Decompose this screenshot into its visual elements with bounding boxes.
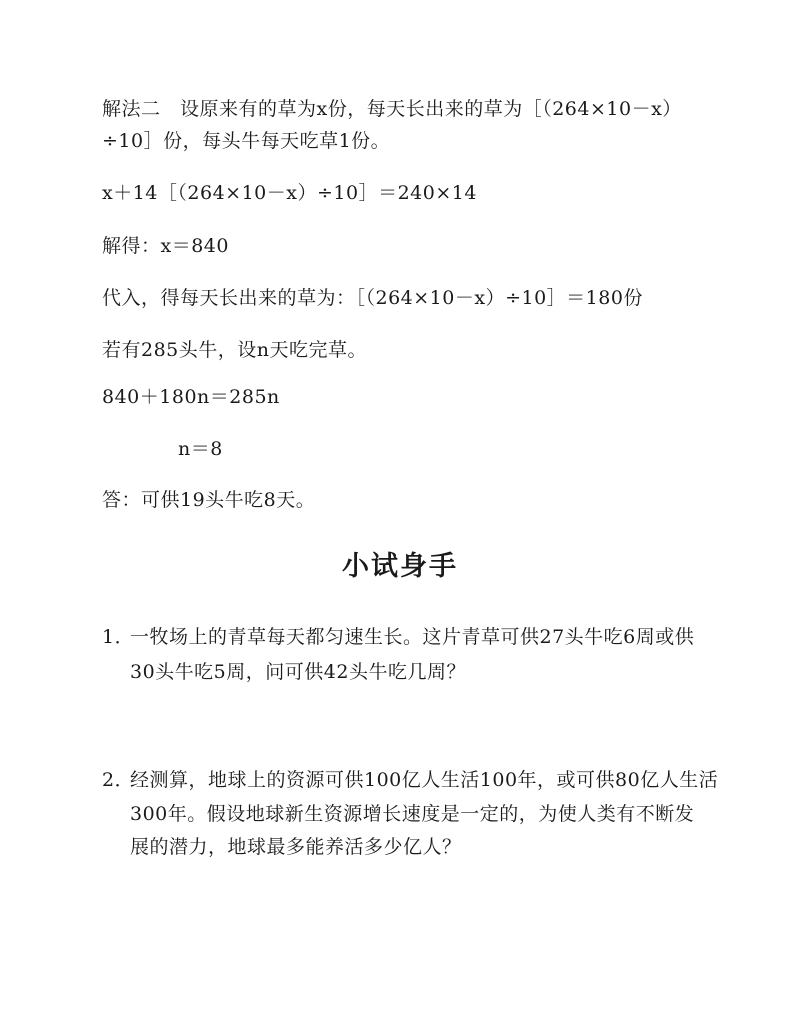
equation-2: 840＋180n＝285n	[102, 386, 280, 408]
equation-1: x＋14［（264×10－x）÷10］＝240×14	[102, 182, 477, 204]
substitute-line: 代入，得每天长出来的草为：［（264×10－x）÷10］＝180份	[102, 287, 643, 309]
problem-2-number: 2．	[102, 769, 135, 791]
problem-2-line-3: 展的潜力，地球最多能养活多少亿人？	[130, 836, 462, 858]
problem-1-line-2: 30头牛吃5周，问可供42头牛吃几周？	[130, 661, 466, 683]
problem-2-line-1	[102, 767, 718, 793]
solution-line-2: ÷10］份，每头牛每天吃草1份。	[102, 130, 391, 152]
problem-1-text-1: 一牧场上的青草每天都匀速生长。这片青草可供27头牛吃6周或供	[130, 626, 695, 648]
problem-2-line-2: 300年。假设地球新生资源增长速度是一定的，为使人类有不断发	[130, 803, 695, 825]
solve-line: 解得：x＝840	[102, 235, 229, 257]
answer-line: 答：可供19头牛吃8天。	[102, 489, 316, 511]
section-title: 小试身手	[342, 551, 458, 582]
problem-2-text-1: 经测算，地球上的资源可供100亿人生活100年，或可供80亿人生活	[130, 769, 719, 791]
problem-1-line-1	[102, 624, 694, 650]
problem-1-number: 1．	[102, 626, 135, 648]
result-line: n＝8	[178, 438, 223, 460]
solution-line-1: 解法二 设原来有的草为x份，每天长出来的草为［（264×10－x）	[102, 98, 682, 120]
assume-line: 若有285头牛，设n天吃完草。	[102, 339, 368, 361]
